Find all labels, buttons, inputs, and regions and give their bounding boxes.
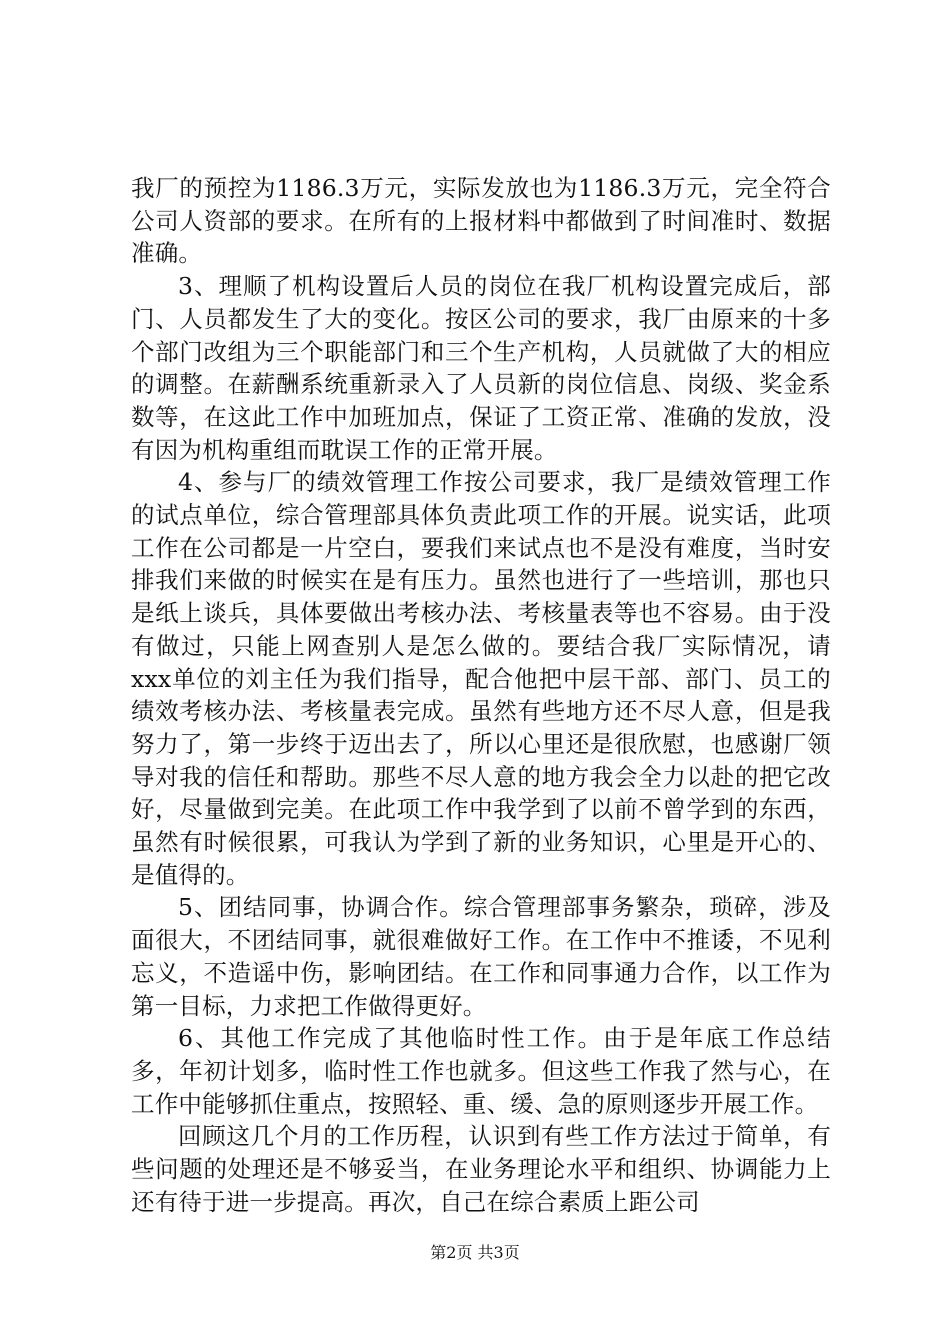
body-text	[131, 172, 831, 1219]
paragraph-item-3: 3、理顺了机构设置后人员的岗位在我厂机构设置完成后，部门、人员都发生了大的变化。按区公司的要求，我厂由原来的十多个部门改组为三个职能部门和三个生产机构，人员就做了大的相应的调整。在薪酬系统重新录入了人员新的岗位信息、岗级、奖金系数等，在这此工作中加班加点，保证了工资正常、准确的发放，没有因为机构重组而耽误工作的正常开展。	[131, 272, 831, 464]
paragraph-item-6: 6、其他工作完成了其他临时性工作。由于是年底工作总结多，年初计划多，临时性工作也就多。但这些工作我了然与心，在工作中能够抓住重点，按照轻、重、缓、急的原则逐步开展工作。	[131, 1024, 831, 1118]
paragraph-item-4: 4、参与厂的绩效管理工作按公司要求，我厂是绩效管理工作的试点单位，综合管理部具体负责此项工作的开展。说实话，此项工作在公司都是一片空白，要我们来试点也不是没有难度，当时安排我们来做的时候实在是有压力。虽然也进行了一些培训，那也只是纸上谈兵，具体要做出考核办法、考核量表等也不容易。由于没有做过，只能上网查别人是怎么做的。要结合我厂实际情况，请xxx单位的刘主任为我们指导，配合他把中层干部、部门、员工的绩效考核办法、考核量表完成。虽然有些地方还不尽人意，但是我努力了，第一步终于迈出去了，所以心里还是很欣慰，也感谢厂领导对我的信任和帮助。那些不尽人意的地方我会全力以赴的把它改好，尽量做到完美。在此项工作中我学到了以前不曾学到的东西，虽然有时候很累，可我认为学到了新的业务知识，心里是开心的、是值得的。	[131, 468, 831, 889]
paragraph-item-5: 5、团结同事，协调合作。综合管理部事务繁杂，琐碎，涉及面很大，不团结同事，就很难做好工作。在工作中不推诿，不见利忘义，不造谣中伤，影响团结。在工作和同事通力合作，以工作为第一目标，力求把工作做得更好。	[131, 893, 831, 1020]
page-footer: 第2页 共3页	[430, 1243, 520, 1262]
paragraph-review: 回顾这几个月的工作历程，认识到有些工作方法过于简单，有些问题的处理还是不够妥当，在业务理论水平和组织、协调能力上还有待于进一步提高。再次，自己在综合素质上距公司	[131, 1122, 831, 1216]
paragraph-continuation: 我厂的预控为1186.3万元，实际发放也为1186.3万元，完全符合公司人资部的要求。在所有的上报材料中都做到了时间准时、数据准确。	[131, 174, 831, 268]
